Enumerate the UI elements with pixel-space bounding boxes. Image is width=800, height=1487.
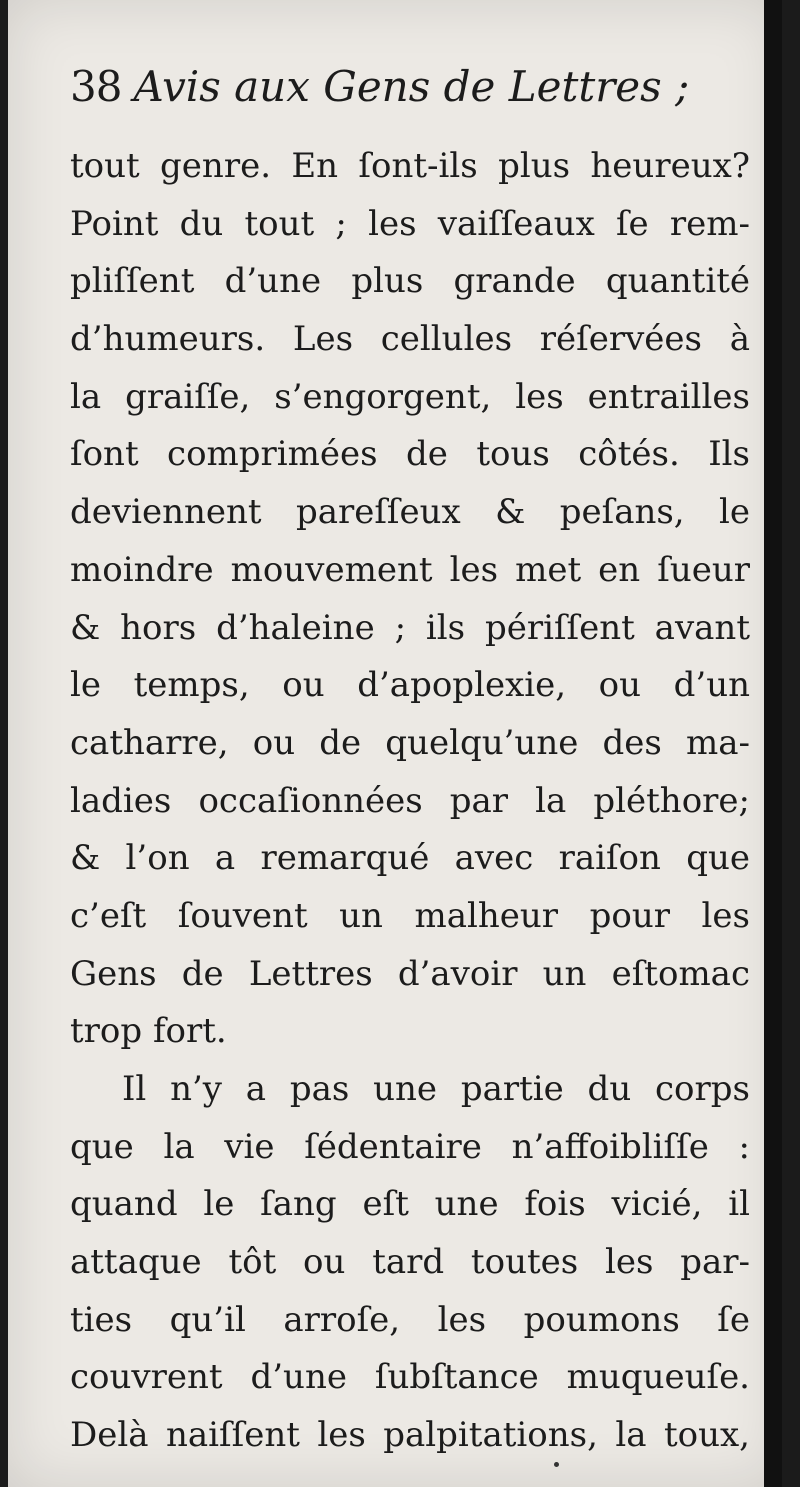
- text-line-paragraph-end: trop fort.: [70, 1011, 227, 1052]
- text-line: Point du tout ; les vaiſſeaux ſe rem-: [70, 203, 750, 244]
- text-line: couvrent d’une ſubſtance muqueuſe.: [70, 1357, 750, 1398]
- text-line: deviennent pareſſeux & peſans, le: [70, 492, 750, 533]
- text-line: pliſſent d’une plus grande quantité: [70, 261, 750, 302]
- text-line: quand le ſang eſt une fois vicié, il: [70, 1184, 750, 1225]
- running-head: [70, 62, 750, 132]
- book-page: [8, 0, 782, 1487]
- text-line: Delà naiſſent les palpitations, la toux,: [70, 1415, 750, 1456]
- text-line: c’eſt ſouvent un malheur pour les: [70, 895, 750, 936]
- text-line: catharre, ou de quelqu’une des ma-: [70, 722, 750, 763]
- text-line: tout genre. En ſont-ils plus heureux?: [70, 146, 750, 186]
- text-line: & l’on a remarqué avec raiſon que: [70, 838, 750, 879]
- text-line: que la vie ſédentaire n’affoibliſſe :: [70, 1126, 750, 1167]
- text-line-paragraph-start: Il n’y a pas une partie du corps: [122, 1069, 750, 1109]
- text-line: ladies occaſionnées par la pléthore;: [70, 780, 750, 821]
- text-line: la graiſſe, s’engorgent, les entrailles: [70, 376, 750, 417]
- ink-speck: [554, 1462, 559, 1467]
- page-edge-shadow: [764, 0, 782, 1487]
- text-line: ſont comprimées de tous côtés. Ils: [70, 434, 750, 475]
- body-text: [70, 138, 750, 1465]
- text-line: moindre mouvement les met en ſueur: [70, 549, 750, 590]
- text-line: ties qu’il arroſe, les poumons ſe: [70, 1299, 750, 1340]
- running-title: Avis aux Gens de Lettres ;: [133, 62, 690, 111]
- text-line: attaque tôt ou tard toutes les par-: [70, 1242, 750, 1283]
- text-line: le temps, ou d’apoplexie, ou d’un: [70, 665, 750, 706]
- page-number: 38: [70, 62, 122, 111]
- text-line: d’humeurs. Les cellules réſervées à: [70, 319, 750, 360]
- text-line: Gens de Lettres d’avoir un eſtomac: [70, 953, 750, 994]
- text-line: & hors d’haleine ; ils périſſent avant: [70, 607, 750, 648]
